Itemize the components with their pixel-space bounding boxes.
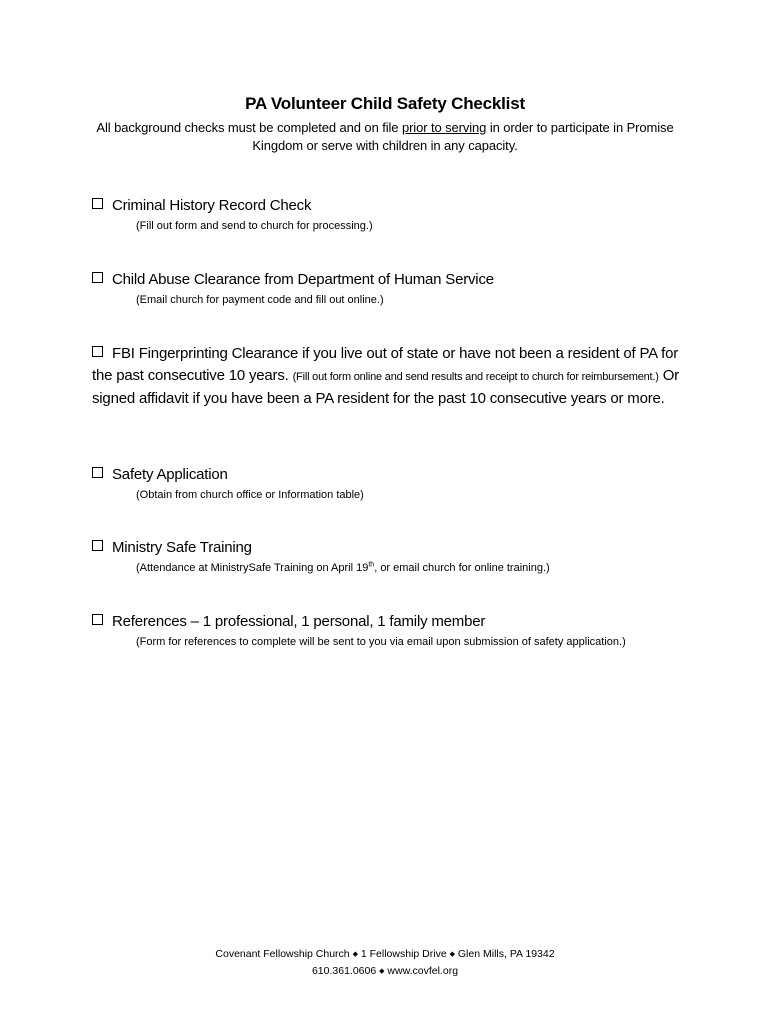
footer-address: 1 Fellowship Drive [360,948,447,960]
item-label: Safety Application [112,466,228,483]
intro-text [92,119,678,155]
footer-city: Glen Mills, PA 19342 [457,948,555,960]
checkbox[interactable] [92,467,103,478]
diamond-separator-icon: ◆ [352,951,358,958]
note-after: , or email church for online training.) [374,562,550,574]
note-before: (Attendance at MinistrySafe Training on April 19 [136,562,369,574]
footer-line-2 [0,963,770,980]
checklist-item-criminal-history [92,195,692,235]
footer-line-1 [0,946,770,963]
intro-underlined: prior to serving [401,120,487,135]
item-note: (Fill out form and send to church for processing.) [136,220,373,232]
checkbox[interactable] [92,198,103,209]
checklist-item-ministry-safe-training [92,537,692,577]
checklist-item-fbi-fingerprinting [92,343,692,410]
item-label: Child Abuse Clearance from Department of Human Service [112,271,494,288]
page-footer [0,946,770,980]
checkbox[interactable] [92,614,103,625]
checklist-item-safety-application [92,464,692,504]
checkbox[interactable] [92,346,103,357]
footer-phone: 610.361.0606 [311,965,377,977]
item-label: References – 1 professional, 1 personal, 1 family member [112,613,486,630]
item-note [92,559,692,577]
item-label-part1: FBI Fingerprinting Clearance if you live out of state or have not been a resident of PA for the past consecutive 10 years. [92,345,679,384]
note-superscript: th [368,561,375,569]
diamond-separator-icon: ◆ [449,951,455,958]
item-label-part2: Or signed affidavit if you have been a PA resident for the past 10 consecutive years or more. [92,367,679,407]
item-note: (Form for references to complete will be sent to you via email upon submission of safety application.) [136,636,626,648]
item-label: Ministry Safe Training [112,539,252,556]
item-inline-note: (Fill out form online and send results and receipt to church for reimbursement.) [292,371,659,383]
checkbox[interactable] [92,272,103,283]
item-label: Criminal History Record Check [112,197,312,214]
item-note: (Email church for payment code and fill out online.) [136,294,384,306]
checklist-item-references [92,611,692,651]
footer-website[interactable]: www.covfel.org [387,965,459,977]
intro-after: in order to participate in Promise Kingdom or serve with children in any capacity. [252,120,674,153]
item-note: (Obtain from church office or Information table) [136,489,364,501]
checklist-item-child-abuse-clearance [92,269,692,309]
page-title: PA Volunteer Child Safety Checklist [245,94,525,113]
checkbox[interactable] [92,540,103,551]
diamond-separator-icon: ◆ [379,968,385,975]
footer-org: Covenant Fellowship Church [215,948,350,960]
intro-before: All background checks must be completed and on file [96,120,402,135]
